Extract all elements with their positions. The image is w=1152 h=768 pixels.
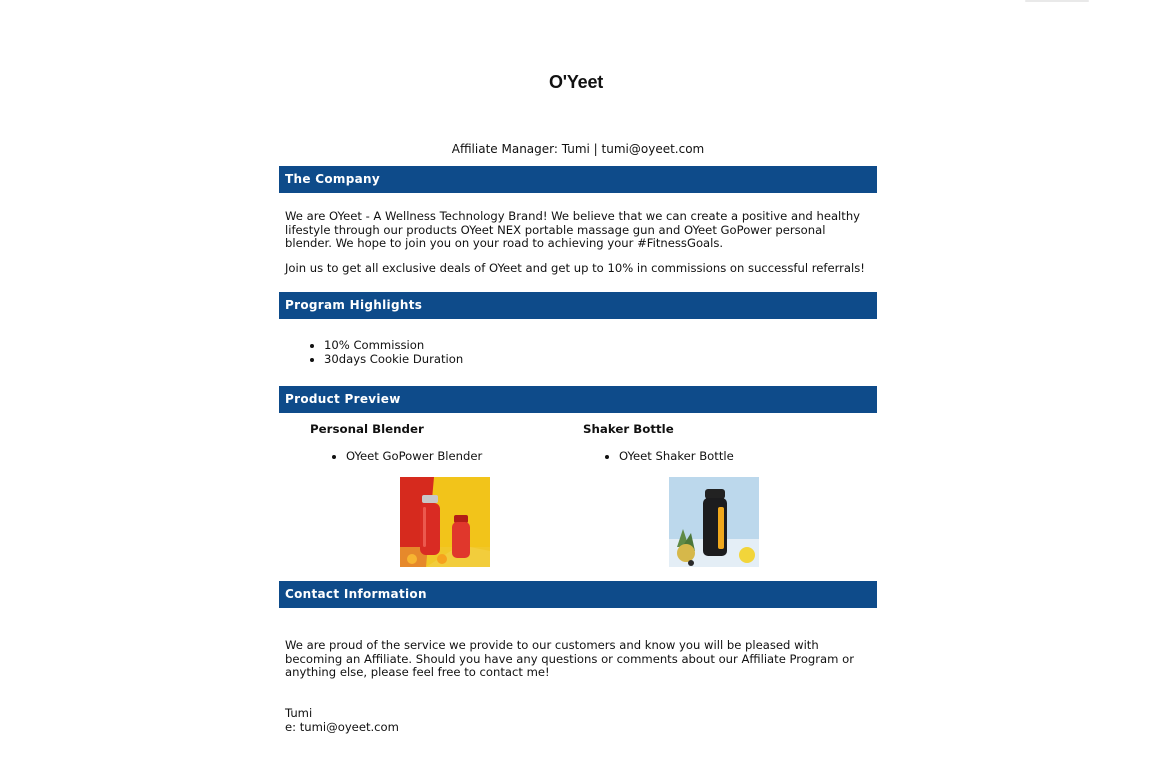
contact-paragraph: We are proud of the service we provide to our customers and know you will be pleased with becoming an Affiliate. Should you have any questions or comments about our Affiliate Program or anything else, please feel free to contact me! — [285, 638, 854, 680]
section-header-company: The Company — [279, 166, 877, 193]
list-item: • OYeet Shaker Bottle — [619, 450, 734, 464]
highlights-list — [307, 339, 463, 366]
list-item: • 30days Cookie Duration — [324, 353, 463, 367]
product-title: Personal Blender — [310, 422, 424, 436]
product-title: Shaker Bottle — [583, 422, 674, 436]
shaker-product-image — [669, 477, 759, 567]
product-bullets — [331, 450, 482, 464]
company-paragraph: We are OYeet - A Wellness Technology Brand! We believe that we can create a positive and healthy lifestyle through our products OYeet NEX portable massage gun and OYeet GoPower personal blender. We hope to join you on your road to achieving your #FitnessGoals. — [285, 209, 861, 251]
signature-email: e: tumi@oyeet.com — [285, 719, 399, 734]
top-edge-artifact — [1025, 0, 1089, 2]
signature-name: Tumi — [285, 706, 313, 720]
brand-logo: O'Yeet — [548, 72, 604, 92]
section-header-contact: Contact Information — [279, 581, 877, 608]
affiliate-manager-line: Affiliate Manager: Tumi | tumi@oyeet.com — [451, 142, 705, 156]
list-item: • OYeet GoPower Blender — [346, 450, 482, 464]
section-header-products: Product Preview — [279, 386, 877, 413]
blender-product-image — [400, 477, 490, 567]
referral-paragraph: Join us to get all exclusive deals of OYeet and get up to 10% in commissions on successful referrals! — [285, 261, 865, 275]
product-bullets — [604, 450, 734, 464]
list-item: • 10% Commission — [324, 339, 463, 353]
contact-signature — [285, 707, 399, 735]
section-header-highlights: Program Highlights — [279, 292, 877, 319]
